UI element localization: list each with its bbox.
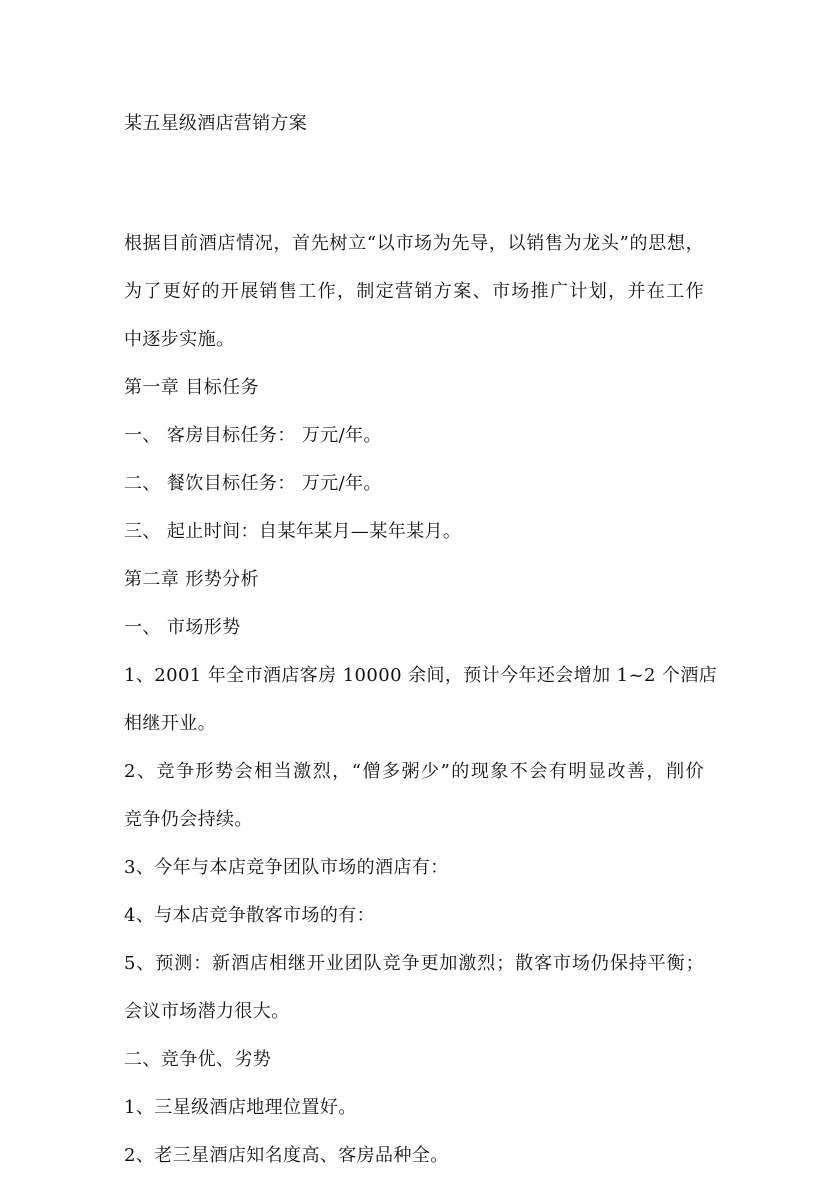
section-competitive-advantages: 二、竞争优、劣势 xyxy=(124,1049,272,1070)
market-point-4: 4、与本店竞争散客市场的有： xyxy=(124,905,376,926)
market-point-1-line-1: 1、2001 年全市酒店客房 10000 余间，预计今年还会增加 1~2 个酒店 xyxy=(124,665,718,686)
market-point-1-line-2: 相继开业。 xyxy=(124,713,216,734)
market-point-5-line-2: 会议市场潜力很大。 xyxy=(124,1001,290,1022)
market-point-3: 3、今年与本店竞争团队市场的酒店有： xyxy=(124,857,449,878)
intro-line-2: 为了更好的开展销售工作，制定营销方案、市场推广计划，并在工作 xyxy=(124,281,704,302)
document-title: 某五星级酒店营销方案 xyxy=(124,113,307,134)
market-point-2-line-2: 竞争仍会持续。 xyxy=(124,809,253,830)
intro-line-3: 中逐步实施。 xyxy=(124,329,235,350)
market-point-2-line-1: 2、竞争形势会相当激烈，“僧多粥少”的现象不会有明显改善，削价 xyxy=(124,761,704,782)
chapter-1-heading: 第一章 目标任务 xyxy=(124,377,259,398)
target-dining: 二、 餐饮目标任务： 万元/年。 xyxy=(124,473,382,494)
intro-line-1: 根据目前酒店情况，首先树立“以市场为先导，以销售为龙头”的思想， xyxy=(124,233,704,254)
advantage-point-2: 2、老三星酒店知名度高、客房品种全。 xyxy=(124,1145,449,1166)
target-period: 三、 起止时间：自某年某月—某年某月。 xyxy=(124,521,462,542)
target-rooms: 一、 客房目标任务： 万元/年。 xyxy=(124,425,382,446)
advantage-point-1: 1、三星级酒店地理位置好。 xyxy=(124,1097,357,1118)
market-point-5-line-1: 5、预测：新酒店相继开业团队竞争更加激烈；散客市场仍保持平衡； xyxy=(124,953,704,974)
section-market-situation: 一、 市场形势 xyxy=(124,617,241,638)
chapter-2-heading: 第二章 形势分析 xyxy=(124,569,259,590)
document-body xyxy=(124,220,718,1180)
